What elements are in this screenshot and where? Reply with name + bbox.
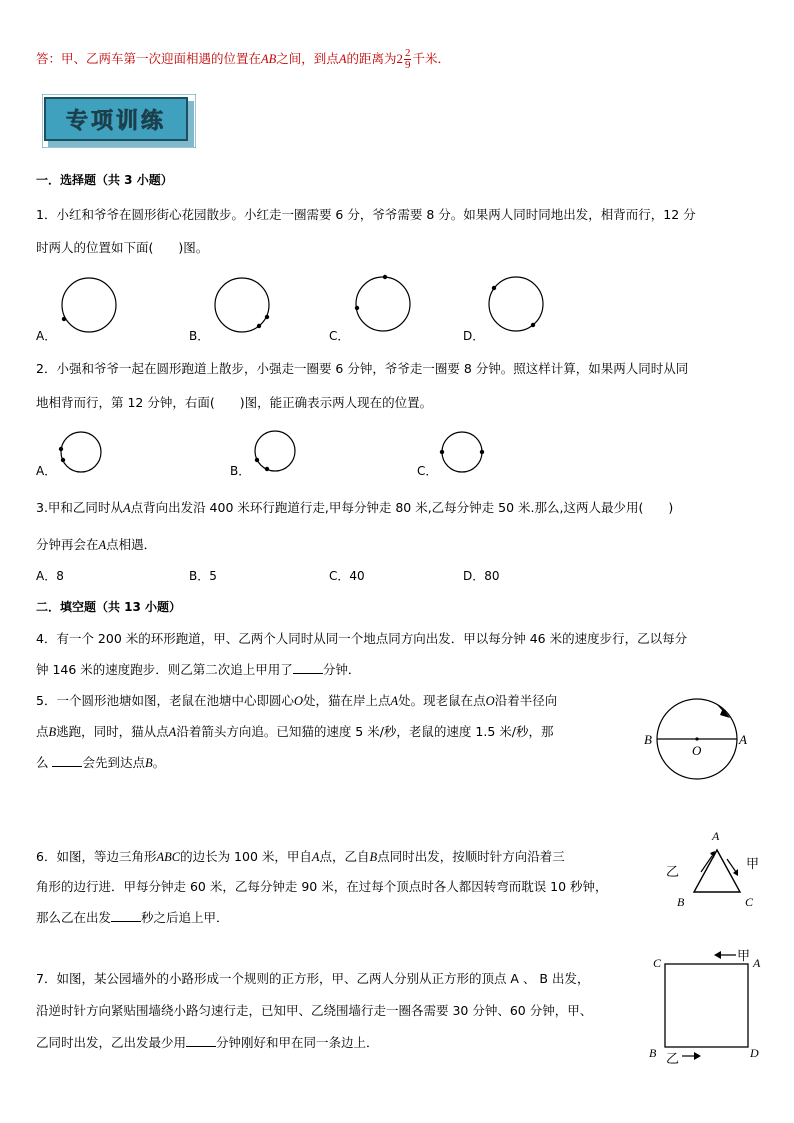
q1-figure-a: [58, 275, 122, 339]
q5-line3: [36, 753, 165, 771]
q2-figure-c: [438, 430, 490, 476]
q5-line1-a: 5．一个圆形池塘如图，老鼠在池塘中心即圆心: [36, 693, 294, 708]
q1-option-a: A．: [36, 329, 57, 343]
q4-line1: 4．有一个 200 米的环形跑道，甲、乙两个人同时从同一个地点同方向出发．甲以每分钟 46 米的速度步行，乙以每分: [36, 631, 688, 646]
q3-line2-b: 点相遇．: [106, 537, 157, 552]
q2-option-c: C．: [417, 464, 438, 478]
q6-arrow-jia: [733, 869, 738, 876]
answer-prefix: 答：甲、乙两车第一次迎面相遇的位置在: [36, 51, 262, 66]
banner: [42, 94, 196, 148]
q5-figure: [640, 694, 760, 784]
q1-line1: 1．小红和爷爷在圆形街心花园散步。小红走一圈需要 6 分，爷爷需要 8 分。如果两人同时同地出发，相背而行，12 分: [36, 207, 696, 222]
answer-suffix: 千米．: [412, 51, 450, 66]
q6-a: A: [311, 850, 320, 864]
q6-answer-blank[interactable]: [111, 909, 141, 922]
q2-option-a: A．: [36, 464, 57, 478]
q2c-dot1: [440, 450, 444, 454]
q7-answer-blank[interactable]: [186, 1034, 216, 1047]
q6-fig-yi: 乙: [666, 865, 680, 880]
q3-option-d: D．80: [463, 569, 500, 583]
q5-o2: O: [485, 694, 495, 708]
q7-fig-b: B: [649, 1046, 657, 1060]
q1c-dot1: [383, 275, 387, 279]
q6-line3-b: 秒之后追上甲．: [141, 910, 229, 925]
q5-b2: B: [145, 756, 153, 770]
answer-den: 9: [404, 59, 411, 71]
q7-fig-c: C: [653, 956, 662, 970]
q1-figure-d: [485, 274, 549, 338]
q3-point-a2: A: [98, 538, 107, 552]
q7-arrow-jia: [714, 951, 721, 959]
q7-line2: 沿逆时针方向紧贴围墙绕小路匀速行走，已知甲、乙绕围墙行走一圈各需要 30 分钟、60 分钟，甲、: [36, 1003, 593, 1018]
q3-option-b: B．5: [189, 569, 217, 583]
q1-option-d: D．: [463, 329, 485, 343]
q5-a: A: [390, 694, 399, 708]
q7-arrow-yi: [694, 1052, 701, 1060]
answer-line: [36, 48, 450, 71]
q6-abc: ABC: [156, 850, 181, 864]
q1-figure-b: [211, 275, 275, 339]
q5-fig-b: B: [644, 732, 652, 747]
q3-option-a: A．8: [36, 569, 64, 583]
q1d-dot2: [531, 323, 535, 327]
q5-line1: [36, 691, 557, 709]
q6-line2: 角形的边行进．甲每分钟走 60 米，乙每分钟走 90 米，在过每个顶点时各人都因转弯而耽误 10 秒钟，: [36, 879, 608, 894]
q1d-dot1: [492, 286, 496, 290]
q6-fig-a: A: [712, 829, 720, 843]
q6-fig-b: B: [677, 895, 685, 909]
q6-line1-b: 的边长为 100 米，甲自: [180, 849, 312, 864]
q2c-dot2: [480, 450, 484, 454]
q3-line1: [36, 498, 673, 516]
q6-line1: [36, 847, 565, 865]
q4-line2-a: 钟 146 米的速度跑步．则乙第二次追上甲用了: [36, 662, 293, 677]
q1b-dot1: [257, 324, 261, 328]
q3-point-a: A: [122, 501, 131, 515]
q2a-dot1: [59, 447, 63, 451]
q6-figure: [660, 826, 764, 912]
q5-line3-a: 么: [36, 755, 53, 770]
q5-o: O: [293, 694, 303, 708]
q3-line1-a: 3.甲和乙同时从: [36, 500, 123, 515]
q7-line1: 7．如图，某公园墙外的小路形成一个规则的正方形，甲、乙两人分别从正方形的顶点 A 、 B 出发，: [36, 971, 590, 986]
q5-answer-blank[interactable]: [52, 754, 82, 767]
q2a-dot2: [61, 458, 65, 462]
q3-line2: [36, 535, 156, 553]
answer-fraction: [404, 48, 412, 71]
q5-line2-a: 点: [36, 724, 49, 739]
q4-line2: [36, 660, 360, 678]
section-choice: 一．选择题（共 3 小题）: [36, 173, 173, 187]
q2-figure-a: [56, 430, 106, 476]
q5-line2-b: 逃跑，同时，猫从点: [56, 724, 169, 739]
q5-line3-c: 。: [152, 755, 166, 770]
q6-line1-c: 点，乙自: [319, 849, 370, 864]
q2-line2: 地相背而行，第 12 分钟，右面( )图，能正确表示两人现在的位置。: [36, 395, 433, 410]
answer-mid: 之间，到点: [276, 51, 339, 66]
q2-option-b: B．: [230, 464, 251, 478]
q2b-dot2: [265, 467, 269, 471]
q1a-dot: [62, 317, 66, 321]
q5-line1-d: 沿着半径向: [494, 693, 558, 708]
q4-line2-b: 分钟．: [322, 662, 361, 677]
q7-fig-jia: 甲: [737, 949, 751, 964]
answer-mid2: 的距离为: [346, 51, 397, 66]
q1-line2: 时两人的位置如下面( )图。: [36, 240, 209, 255]
q7-line3-b: 分钟刚好和甲在同一条边上．: [216, 1035, 379, 1050]
q1-option-b: B．: [189, 329, 210, 343]
section-fill: 二．填空题（共 13 小题）: [36, 600, 182, 614]
q3-option-c: C．40: [329, 569, 365, 583]
q1c-dot2: [355, 306, 359, 310]
answer-whole: 2: [396, 51, 403, 66]
q6-line3-a: 那么乙在出发: [36, 910, 112, 925]
q5-line2: [36, 722, 553, 740]
q7-fig-a: A: [753, 956, 761, 970]
q5-b: B: [48, 725, 57, 739]
q3-line1-b: 点背向出发沿 400 米环行跑道行走,甲每分钟走 80 米,乙每分钟走 50 米.那么,这两人最少用( ): [130, 500, 674, 515]
q5-a2: A: [168, 725, 177, 739]
q7-fig-yi: 乙: [666, 1052, 680, 1064]
answer-seg: AB: [261, 52, 277, 66]
q7-figure: [646, 946, 766, 1064]
answer-point: A: [338, 52, 347, 66]
q6-line1-a: 6．如图，等边三角形: [36, 849, 157, 864]
q1b-dot2: [265, 315, 269, 319]
q3-line2-a: 分钟再会在: [36, 537, 99, 552]
q7-fig-d: D: [750, 1046, 759, 1060]
q4-answer-blank[interactable]: [293, 661, 323, 674]
q6-fig-c: C: [745, 895, 754, 909]
q7-line3-a: 乙同时出发，乙出发最少用: [36, 1035, 187, 1050]
q6-fig-jia: 甲: [746, 857, 760, 872]
q5-line1-c: 处。现老鼠在点: [398, 693, 486, 708]
q5-fig-o: O: [692, 743, 702, 758]
q5-line3-b: 会先到达点: [82, 755, 145, 770]
q6-b: B: [369, 850, 378, 864]
q7-line3: [36, 1033, 379, 1051]
q6-line3: [36, 908, 229, 926]
q5-line2-c: 沿着箭头方向追。已知猫的速度 5 米/秒，老鼠的速度 1.5 米/秒，那: [176, 724, 554, 739]
q2-figure-b: [252, 429, 302, 475]
q2b-dot1: [255, 458, 259, 462]
banner-title: 专项训练: [65, 109, 167, 134]
q2-line1: 2．小强和爷爷一起在圆形跑道上散步，小强走一圈要 6 分钟，爷爷走一圈要 8 分钟。照这样计算，如果两人同时从同: [36, 361, 689, 376]
q5-line1-b: 处，猫在岸上点: [303, 693, 391, 708]
answer-num: 2: [404, 47, 411, 59]
q6-line1-d: 点同时出发，按顺时针方向沿着三: [377, 849, 565, 864]
q1-option-c: C．: [329, 329, 350, 343]
q1-figure-c: [352, 274, 416, 338]
q5-fig-a: A: [739, 732, 747, 747]
